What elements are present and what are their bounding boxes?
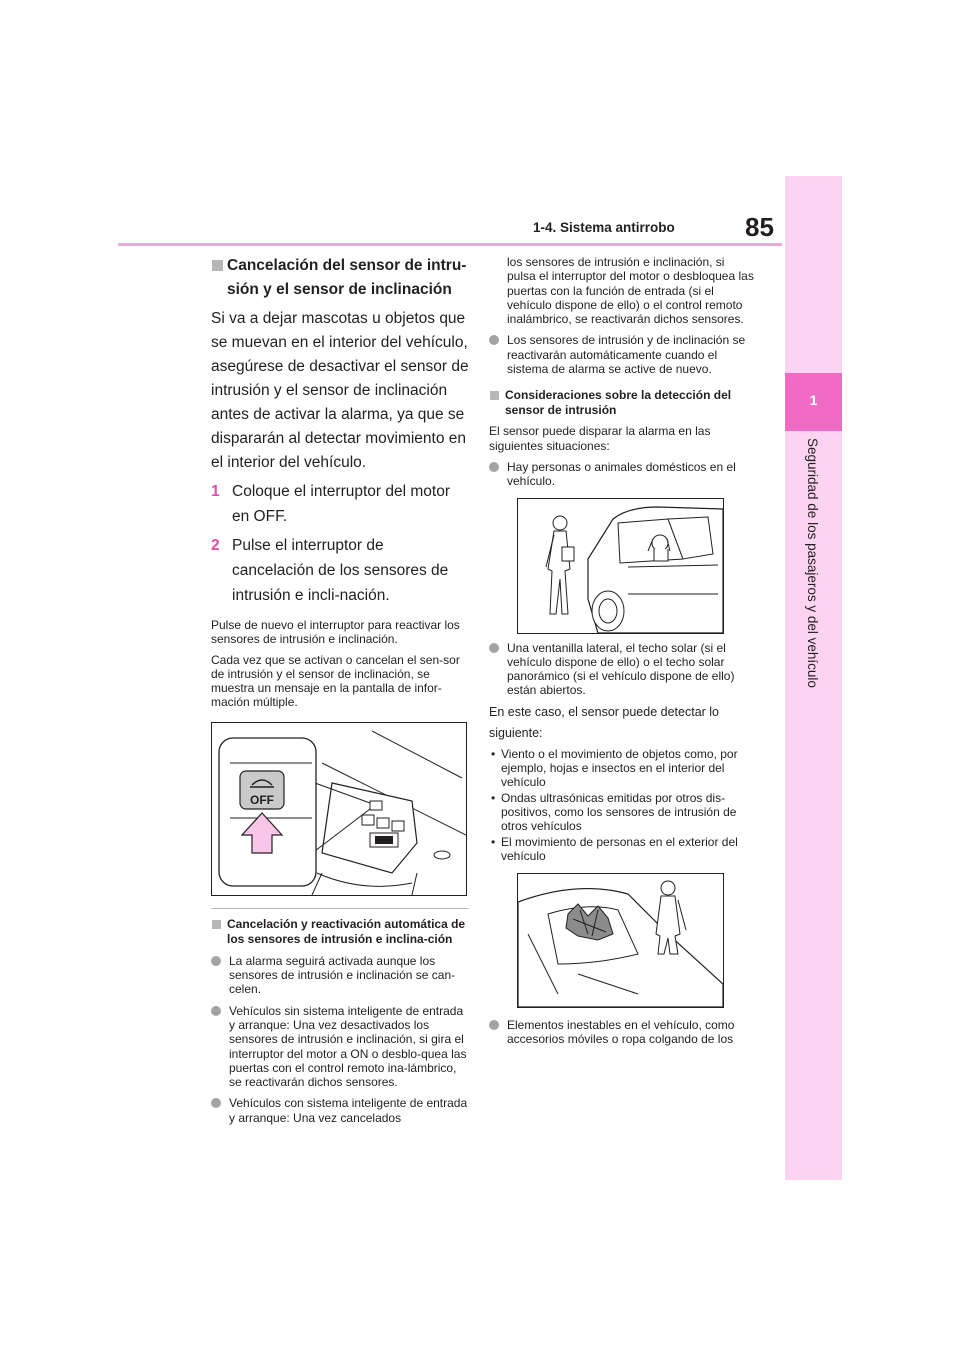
bullet-item: Hay personas o animales domésticos en el vehículo. bbox=[489, 460, 755, 489]
overhead-console-illustration bbox=[212, 723, 466, 895]
open-sunroof-illustration bbox=[518, 874, 723, 1007]
continuation-text: los sensores de intrusión e inclinación, si pulsa el interruptor del motor o desbloquea las puertas con la función de entrada (si el vehículo dispone de ello) o el control remoto inalámbrico, se reactivarán dichos sensores. bbox=[507, 255, 754, 327]
bullet-item: Vehículos sin sistema inteligente de entrada y arranque: Una vez desactivados los sensores de intrusión e inclinación, si gira el interruptor del motor a ON o desblo-quea las puertas con el control remoto ina-lámbrico, se reactivarán dichos sensores. bbox=[211, 1004, 469, 1090]
bullet-item: Elementos inestables en el vehículo, como accesorios móviles o ropa colgando de los bbox=[489, 1018, 755, 1047]
situations-intro: El sensor puede disparar la alarma en las siguientes situaciones: bbox=[489, 424, 711, 453]
dash-item: • Ondas ultrasónicas emitidas por otros dis-positivos, como los sensores de intrusión de otros vehículos bbox=[489, 791, 755, 834]
figure-cancel-switch bbox=[211, 722, 467, 896]
switch-off-label: OFF bbox=[250, 792, 274, 807]
bullet-item: La alarma seguirá activada aunque los sensores de intrusión e inclinación se can-celen. bbox=[211, 954, 469, 997]
step-1 bbox=[211, 479, 469, 529]
dash-item: • El movimiento de personas en el exterior del vehículo bbox=[489, 835, 755, 864]
person-and-pet-illustration bbox=[518, 499, 723, 633]
step-number: 1 bbox=[211, 483, 220, 500]
divider bbox=[211, 908, 469, 909]
subheading-auto: Cancelación y reactivación automática de los sensores de intrusión e inclina-ción bbox=[211, 917, 469, 947]
chapter-title-vertical bbox=[785, 438, 842, 708]
section-heading: Cancelación del sensor de intru-sión y el sensor de inclinación bbox=[211, 254, 469, 302]
bullet-item: Los sensores de intrusión y de inclinación se reactivarán automáticamente cuando el sistema de alarma se active de nuevo. bbox=[489, 333, 755, 376]
page-number: 85 bbox=[745, 212, 774, 242]
step-number: 2 bbox=[211, 537, 220, 554]
dash-item: • Viento o el movimiento de objetos como, por ejemplo, hojas e insectos en el interior del vehículo bbox=[489, 747, 755, 790]
intro-paragraph: Si va a dejar mascotas u objetos que se muevan en el interior del vehículo, asegúrese de desactivar el sensor de intrusión y el sensor de inclinación antes de activar la alarma, ya que se dispararán al detectar movimiento en el interior del vehículo. bbox=[211, 310, 469, 471]
bullet-item: Vehículos con sistema inteligente de entrada y arranque: Una vez cancelados bbox=[211, 1096, 469, 1125]
step-2 bbox=[211, 533, 469, 608]
case-line-1: En este caso, el sensor puede detectar lo bbox=[489, 704, 720, 719]
step-text: Pulse el interruptor de cancelación de los sensores de intrusión e incli-nación. bbox=[232, 537, 449, 604]
figure-person-pet bbox=[517, 498, 724, 634]
subheading-considerations: Consideraciones sobre la detección del sensor de intrusión bbox=[489, 388, 755, 418]
step-text: Coloque el interruptor del motor en OFF. bbox=[232, 483, 450, 525]
dog-icon bbox=[652, 535, 668, 551]
header-rule bbox=[118, 243, 782, 246]
bullet-item: Una ventanilla lateral, el techo solar (si el vehículo dispone de ello) o el techo solar panorámico (si el vehículo dispone de ello) están abiertos. bbox=[489, 641, 755, 698]
chapter-number: 1 bbox=[809, 392, 818, 408]
figure-sunroof bbox=[517, 873, 724, 1008]
case-line-2: siguiente: bbox=[489, 725, 543, 740]
chapter-title: Seguridad de los pasajeros y del vehículo bbox=[805, 438, 820, 688]
note-message: Cada vez que se activan o cancelan el sen-sor de intrusión y el sensor de inclinación, se muestra un mensaje en la pantalla de infor-mación múltiple. bbox=[211, 652, 460, 710]
right-column bbox=[489, 255, 755, 1047]
left-column bbox=[211, 254, 469, 1125]
note-reactivate: Pulse de nuevo el interruptor para reactivar los sensores de intrusión e inclinación. bbox=[211, 618, 460, 647]
section-title: 1-4. Sistema antirrobo bbox=[533, 220, 675, 235]
